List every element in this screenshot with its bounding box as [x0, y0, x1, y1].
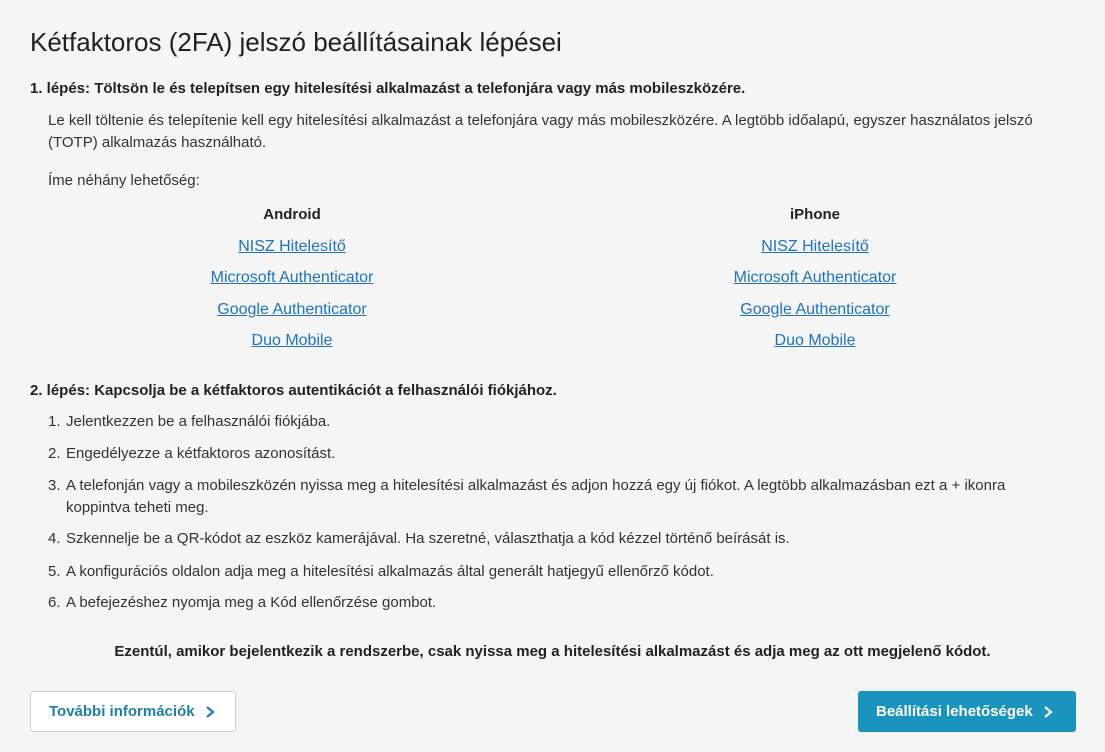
android-link-nisz[interactable]: NISZ Hitelesítő: [238, 238, 346, 255]
android-link-google[interactable]: Google Authenticator: [217, 301, 367, 318]
iphone-heading: iPhone: [789, 206, 840, 223]
list-item: [48, 528, 1068, 550]
more-info-button[interactable]: [30, 691, 236, 732]
android-heading: Android: [263, 206, 321, 223]
list-item-number: 3.: [48, 477, 61, 494]
list-item-number: 5.: [48, 563, 61, 580]
android-link-duo[interactable]: Duo Mobile: [251, 332, 333, 349]
settings-options-button-label: Beállítási lehetőségek: [876, 703, 1033, 720]
list-item-number: 2.: [48, 445, 61, 462]
page-title: Kétfaktoros (2FA) jelszó beállításainak lépései: [30, 27, 562, 57]
list-item: [48, 411, 1068, 433]
iphone-link-google[interactable]: Google Authenticator: [740, 301, 890, 318]
step1-description: Le kell töltenie és telepítenie kell egy hitelesítési alkalmazást a telefonjára vagy más mobileszközére. A legtöbb időalapú, egyszer használatos jelszó (TOTP) alkalmazás használható.: [48, 112, 1033, 151]
list-item-text: A befejezéshez nyomja meg a Kód ellenőrzése gombot.: [66, 594, 437, 611]
options-intro: Íme néhány lehetőség:: [48, 172, 200, 189]
list-item-text: Engedélyezze a kétfaktoros azonosítást.: [66, 445, 336, 462]
footer-note: Ezentúl, amikor bejelentkezik a rendszerbe, csak nyissa meg a hitelesítési alkalmazást és adja meg az ott megjelenő kódot.: [114, 643, 991, 660]
list-item: [48, 475, 1068, 519]
chevron-right-icon: [205, 705, 215, 719]
more-info-button-label: További információk: [49, 703, 195, 720]
list-item-text: Szkennelje be a QR-kódot az eszköz kamerájával. Ha szeretné, választhatja a kód kézzel történő beírását is.: [66, 530, 790, 547]
list-item-number: 4.: [48, 530, 61, 547]
list-item-text: A konfigurációs oldalon adja meg a hitelesítési alkalmazás által generált hatjegyű ellenőrző kódot.: [66, 563, 714, 580]
list-item-text: Jelentkezzen be a felhasználói fiókjába.: [66, 413, 331, 430]
list-item-number: 1.: [48, 413, 61, 430]
list-item-text: A telefonján vagy a mobileszközén nyissa meg a hitelesítési alkalmazást és adjon hozzá egy új fiókot. A legtöbb alkalmazásban ezt a + ikonra koppintva teheti meg.: [66, 477, 1006, 516]
list-item: [48, 443, 1068, 465]
chevron-right-icon: [1043, 705, 1053, 719]
android-link-microsoft[interactable]: Microsoft Authenticator: [210, 269, 374, 286]
list-item-number: 6.: [48, 594, 61, 611]
list-item: [48, 561, 1068, 583]
iphone-link-microsoft[interactable]: Microsoft Authenticator: [733, 269, 897, 286]
iphone-link-nisz[interactable]: NISZ Hitelesítő: [761, 238, 869, 255]
settings-options-button[interactable]: [858, 691, 1076, 732]
iphone-link-duo[interactable]: Duo Mobile: [774, 332, 856, 349]
step1-heading: 1. lépés: Töltsön le és telepítsen egy hitelesítési alkalmazást a telefonjára vagy más mobileszközére.: [30, 80, 746, 97]
step2-heading: 2. lépés: Kapcsolja be a kétfaktoros autentikációt a felhasználói fiókjához.: [30, 382, 557, 399]
list-item: [48, 592, 1068, 614]
